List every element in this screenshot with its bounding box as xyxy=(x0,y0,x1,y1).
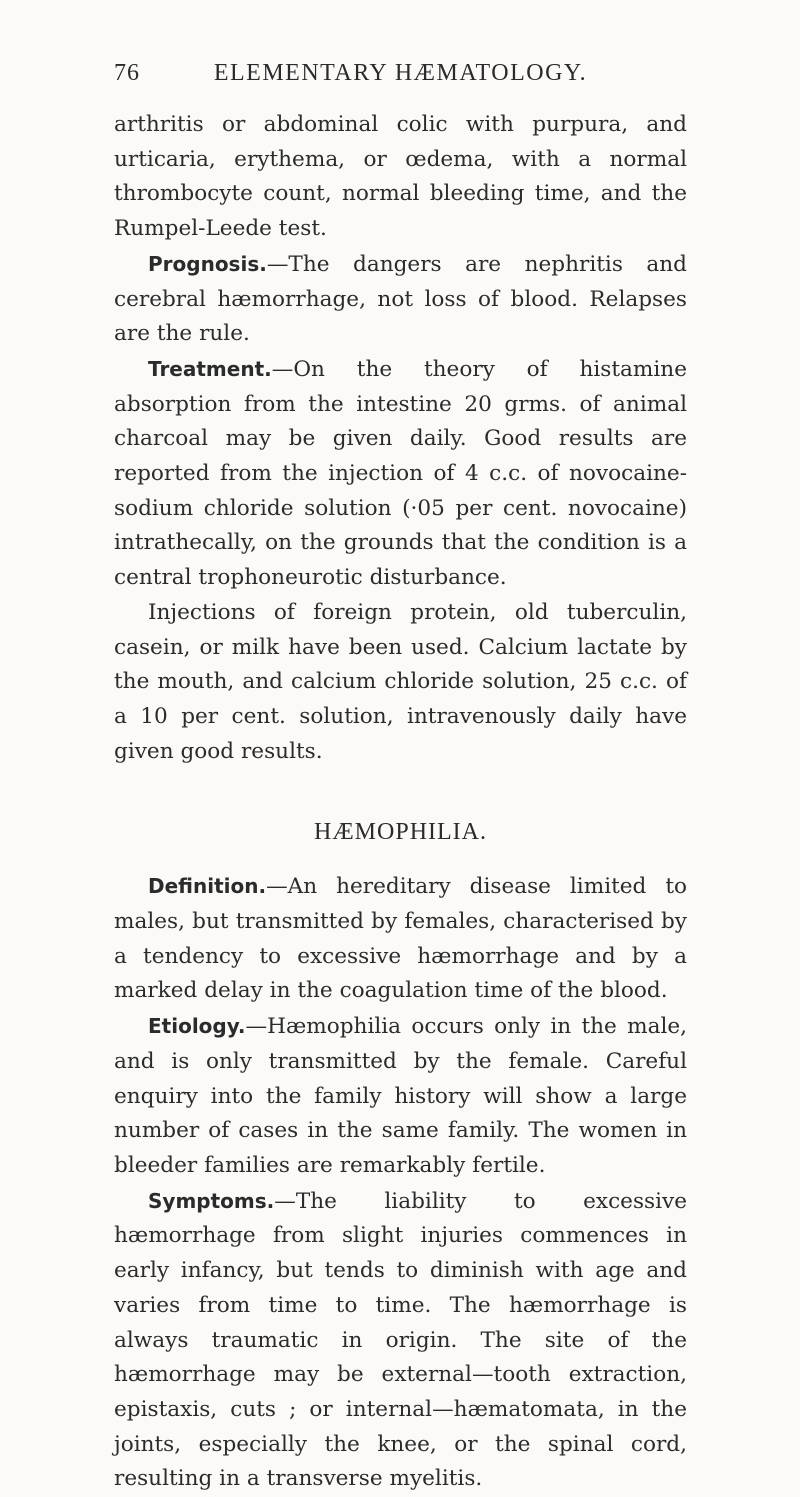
treatment-text: —On the theory of histamine absorption from the intestine 20 grms. of animal charcoal may be given daily. Good results are reported from the injection of 4 c.c. of novocaine-sodium chloride solution (·05 per cent. novocaine) intrathecally, on the grounds that the condition is a central trophoneurotic disturbance. xyxy=(114,356,687,591)
etiology-paragraph xyxy=(114,1009,687,1184)
treatment-paragraph xyxy=(114,352,687,596)
definition-label: Definition. xyxy=(148,874,267,899)
definition-paragraph xyxy=(114,869,687,1009)
definition-text: —An hereditary disease limited to males, but transmitted by females, characterised by a tendency to excessive hæmorrhage and by a marked delay in the coagulation time of the blood. xyxy=(114,874,687,1004)
page-number: 76 xyxy=(114,60,140,86)
intro-text: arthritis or abdominal colic with purpura, and urticaria, erythema, or œdema, with a normal thrombocyte count, normal bleeding time, and the Rumpel-Leede test. xyxy=(114,112,687,242)
etiology-text: —Hæmophilia occurs only in the male, and is only transmitted by the female. Careful enquiry into the family history will show a large number of cases in the same family. The women in bleeder families are remarkably fertile. xyxy=(114,1014,687,1178)
prognosis-paragraph xyxy=(114,247,687,352)
running-head xyxy=(114,60,687,100)
prognosis-text: —The dangers are nephritis and cerebral hæmorrhage, not loss of blood. Relapses are the rule. xyxy=(114,251,687,347)
symptoms-text: —The liability to excessive hæmorrhage from slight injuries commences in early infancy, but tends to diminish with age and varies from time to time. The hæmorrhage is always traumatic in origin. The site of the hæmorrhage may be external—tooth extraction, epistaxis, cuts ; or internal—hæmatomata, in the joints, especially the knee, or the spinal cord, resulting in a transverse myelitis. xyxy=(114,1188,687,1492)
etiology-label: Etiology. xyxy=(148,1014,246,1039)
treatment-label: Treatment. xyxy=(148,356,272,381)
prognosis-label: Prognosis. xyxy=(148,251,267,276)
section-heading: HÆMOPHILIA. xyxy=(314,819,487,846)
treatment-continuation-text: Injections of foreign protein, old tuberculin, casein, or milk have been used. Calcium lactate by the mouth, and calcium chloride solution, 25 c.c. of a 10 per cent. solution, intravenously daily have given good results. xyxy=(114,599,687,764)
treatment-continuation-paragraph xyxy=(114,596,687,770)
symptoms-label: Symptoms. xyxy=(148,1188,275,1213)
intro-paragraph xyxy=(114,108,687,247)
symptoms-paragraph xyxy=(114,1184,687,1497)
running-title: ELEMENTARY HÆMATOLOGY. xyxy=(213,60,588,86)
body-text xyxy=(114,108,687,1497)
